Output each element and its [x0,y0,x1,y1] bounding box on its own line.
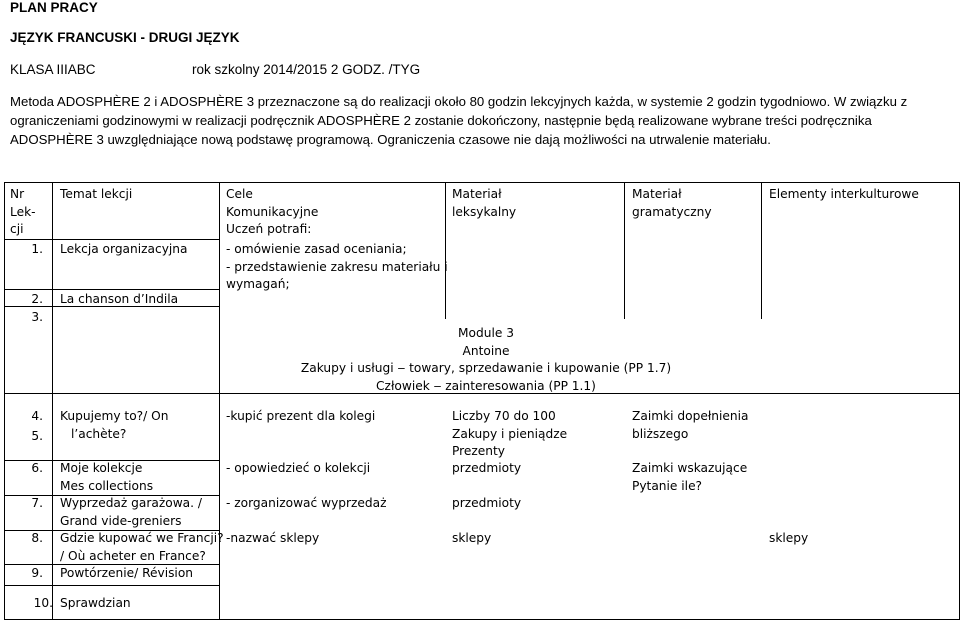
row-1-topic: Lekcja organizacyjna [60,242,188,256]
header-grammar: Materiał gramatyczny [632,187,712,219]
row-2-topic: La chanson d’Indila [60,292,179,306]
row-6-topic: Moje kolekcje Mes collections [60,461,154,493]
row-6-nr: 6. [31,461,43,475]
row-10-nr: 10. [33,596,53,610]
row-6-grammar: Zaimki wskazujące Pytanie ile? [632,461,748,493]
row-8-intercultural: sklepy [769,531,809,545]
row-1-nr: 1. [31,242,43,256]
row-2-nr: 2. [31,292,43,306]
row-4-nr: 4. [31,409,43,423]
row-8-goals: -nazwać sklepy [226,531,320,545]
row-4-goals: -kupić prezent dla kolegi [226,409,376,423]
row-4-topic: Kupujemy to?/ On l’achète? [60,409,169,441]
row-9-nr: 9. [31,566,43,580]
row-3-nr: 3. [31,310,43,324]
row-7-lexical: przedmioty [452,496,522,510]
row-6-lexical: przedmioty [452,461,522,475]
subject-title: JĘZYK FRANCUSKI - DRUGI JĘZYK [10,30,240,45]
header-goals: Cele Komunikacyjne Uczeń potrafi: [226,187,319,236]
row-6-goals: - opowiedzieć o kolekcji [226,461,371,475]
row-4-lexical: Liczby 70 do 100 Zakupy i pieniądze Prezenty [452,409,568,458]
module-block: Module 3 Antoine Zakupy i usługi ‒ towary, sprzedawanie i kupowanie (PP 1.7) Człowiek ‒ zainteresowania (PP 1.1) [300,326,672,393]
row-1-goals: - omówienie zasad oceniania; - przedstawienie zakresu materiału i wymagań; [226,242,448,291]
header-nr: Nr Lek- cji [10,187,36,236]
header-lexical: Materiał leksykalny [452,187,517,219]
intro-paragraph: Metoda ADOSPHÈRE 2 i ADOSPHÈRE 3 przeznaczone są do realizacji około 80 godzin lekcyjnych każda, w systemie 2 godzin tygodniowo. W związku z ograniczeniami godzinowymi w realizacji podręcznik ADOSPHÈRE 2 zostanie dokończony, następnie będą realizowane wybrane treści podręcznika ADOSPHÈRE 3 uwzględniające nową podstawę programową. Ograniczenia czasowe nie dają możliwości na utrwalenie materiału. [10,94,908,147]
header-intercultural: Elementy interkulturowe [769,187,919,201]
row-7-topic: Wyprzedaż garażowa. / Grand vide-greniers [60,496,202,528]
row-10-topic: Sprawdzian [60,596,131,610]
header-topic: Temat lekcji [60,187,133,201]
row-7-nr: 7. [31,496,43,510]
class-label: KLASA IIIABC [10,62,96,77]
row-4-grammar: Zaimki dopełnienia bliższego [632,409,749,441]
row-7-goals: - zorganizować wyprzedaż [226,496,387,510]
row-5-nr: 5. [31,429,43,443]
row-8-topic: Gdzie kupować we Francji? / Où acheter en France? [60,531,224,563]
row-9-topic: Powtórzenie/ Révision [60,566,194,580]
page-title: PLAN PRACY [10,0,98,15]
row-8-lexical: sklepy [452,531,492,545]
row-8-nr: 8. [31,531,43,545]
school-year: rok szkolny 2014/2015 2 GODZ. /TYG [192,62,421,77]
